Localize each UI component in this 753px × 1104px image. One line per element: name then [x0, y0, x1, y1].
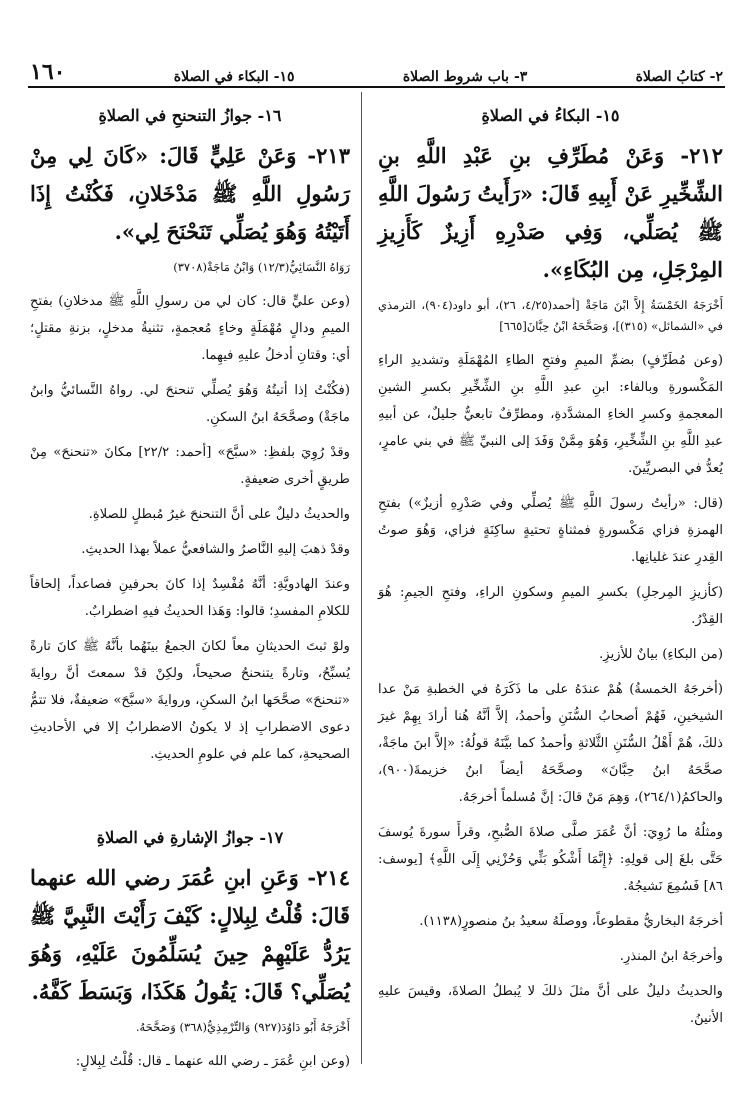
commentary-paragraph: وأخرجَهُ ابنُ المنذرِ.: [619, 949, 723, 964]
commentary-paragraph: (كأزيزِ المِرجلِ) بكسرِ الميمِ وسكونِ الراءِ، وفتحِ الجيمِ: هُوَ القِدْرُ.: [378, 585, 723, 627]
commentary-paragraph: ولوْ ثبتَ الحديثانِ معاً لكانَ الجمعُ بينَهُما بأنَّهُ ﷺ كانَ تارةً يُسبِّحُ، وتارةً يتنحنحُ صحيحاً، ولكِنْ قدْ سمعتَ أنَّ روايةَ «تنحنحَ» صحَّحَها ابنُ السكنِ، وروايةَ «سبَّحَ» ضعيفةٌ، فلا تتمُّ دعوى الاضطرابِ إذ لا يكونُ الاضطرابُ إلا في الأحاديثِ الصحيحةِ، كما علم في علومِ الحديثِ.: [30, 639, 350, 762]
commentary-paragraph: وعندَ الهادويَّةِ: أنَّهُ مُفْسِدٌ إذا كانَ بحرفينِ فصاعداً، إلحاقاً للكلامِ المفسدِ؛ قالوا: وَهَذا الحديثُ فيهِ اضطرابٌ.: [30, 577, 350, 619]
column-divider: [361, 92, 362, 1064]
section-title-15: ١٥- البكاءُ في الصلاةِ: [481, 106, 620, 125]
commentary-paragraph: وقدْ رُوِيَ بلفظِ: «سبَّحَ» [أحمد: ٢٢/٢] مكانَ «تنحنحَ» مِنْ طريقٍ أخرى ضعيفةٍ.: [30, 445, 350, 487]
commentary-paragraph: (من البكاءِ) بيانٌ للأزيزِ.: [599, 647, 723, 662]
header-chapter: ٣- باب شروط الصلاة: [402, 69, 528, 85]
left-column: [30, 92, 350, 1083]
hadith-212-source: أَخْرَجَهُ الخَمْسَةُ إِلاَّ ابْنَ مَاجَةْ [أحمد(٤/٢٥، ٢٦)، أبو داود(٩٠٤)، الترمذي في «الشمائل» (٣١٥)]، وَصَحَّحَهُ ابْنُ حِبَّانَ[٦٦٥]: [378, 298, 723, 333]
commentary-paragraph: والحديثُ دليلٌ على أنَّ مثلَ ذلكَ لا يُبطلُ الصلاةَ، وقيسَ عليهِ الأنينُ.: [378, 984, 723, 1026]
hadith-213-source: رَوَاهُ النَّسَائِيُّ(١٢/٣) وَابْنُ مَاجَةْ(٣٧٠٨): [173, 260, 350, 274]
commentary-paragraph: (أخرجَهُ الخمسةُ) هُمْ عندَهُ على ما ذَكَرَهُ في الخطبةِ مَنْ عدا الشيخينِ، فَهُمْ أصحابُ السُّنَنِ وأحمدُ، إلاَّ أنَّهُ هُنا أرادَ بِهِمْ غيرَ ذلكَ، هُمْ أَهْلُ السُّنَنِ الثَّلاثةِ وأحمدُ كما بيَّنَهُ قولُهُ: «إلاَّ ابنَ ماجَةْ، صحَّحَهُ ابنُ حِبَّانَ» وصحَّحَهُ أيضاً ابنُ خزيمةَ(٩٠٠)، والحاكمُ(٢٦٤/١)، وَهِمَ مَنْ قالَ: إنَّ مُسلماً أخرجَهُ.: [378, 682, 723, 805]
commentary-paragraph: (وعن مُطَرِّفٍ) بضمِّ الميمِ وفتحِ الطاءِ المُهْمَلَةِ وتشديدِ الراءِ المَكْسورةِ وبالفاء: ابنِ عبدِ اللَّهِ بنِ الشِّخِّيرِ بكسرِ الشينِ المعجمةِ وكسرِ الخاءِ المشدَّدةِ، ومطرِّفٌ تابعيٌّ جليلٌ، عن أبيهِ عبدِ اللَّهِ بنِ الشِّخِّيرِ، وَهُوَ مِمَّنْ وَفَدَ إلى النبيِّ ﷺ في بني عامرٍ، يُعدُّ في البصريِّينَ.: [378, 353, 723, 476]
commentary-paragraph: (وعن عليٍّ قال: كان لي من رسولِ اللَّهِ ﷺ مدخلانِ) بفتحِ الميمِ ودالٍ مُهْمَلَةٍ وخاءٍ مُعجمةٍ، تثنيةُ مدخلٍ، بزنةِ مقتلٍ؛ أي: وقتانِ أدخلُ عليهِ فيهِما.: [30, 294, 350, 363]
commentary-paragraph: أخرجَهُ البخاريُّ مقطوعاً، ووصلَهُ سعيدُ بنُ منصورٍ(١١٣٨).: [419, 914, 723, 929]
header-section: ١٥- البكاء في الصلاة: [173, 69, 295, 85]
hadith-213: ٢١٣- وَعَنْ عَلِيٍّ قَالَ: «كَانَ لِي مِنْ رَسُولِ اللَّهِ ﷺ مَدْخَلانِ، فَكُنْتُ إِذَا أَتَيْتُهُ وَهُوَ يُصَلِّي تَنَحْنَحَ لِي».: [30, 143, 350, 244]
header-book: ٢- كتابُ الصلاة: [635, 69, 723, 85]
commentary-paragraph: ومثلُهُ ما رُوِيَ: أنَّ عُمَرَ صلَّى صلاةَ الصُّبحِ، وقرأَ سورةَ يُوسفَ حَتَّى بلغَ إلى قولِهِ: ﴿إِنَّمَا أَشْكُو بَثِّي وَحُزْنِي إِلَى اللَّهِ﴾ [يوسف: ٨٦] فَسُمِعَ نَشيجُهُ.: [378, 825, 723, 894]
header-rule: [28, 86, 725, 88]
commentary-paragraph: (قال: «رأيتُ رسولَ اللَّهِ ﷺ يُصلِّي وفي صَدْرِهِ أزيزٌ») بفتحِ الهمزةِ فزاي مَكْسورةٍ فمثناةٍ تحتيةٍ ساكِنَةٍ فزاي، وَهُوَ صوتُ القِدرِ عندَ غليانِها.: [378, 496, 723, 565]
section-title-16: ١٦- جوازُ التنحنحِ في الصلاةِ: [98, 106, 282, 125]
commentary-paragraph: (فكُنْتُ إذا أتيتُهُ وَهُوَ يُصلِّي تنحنحَ لي. رواهُ النَّسائيُّ وابنُ ماجَةْ) وصحَّحَهُ ابنُ السكنِ.: [30, 383, 350, 425]
right-column: [378, 92, 723, 1040]
hadith-212: ٢١٢- وَعَنْ مُطَرِّفِ بنِ عَبْدِ اللَّهِ بنِ الشِّخِّيرِ عَنْ أَبِيهِ قَالَ: «رَأَيتُ رَسُولَ اللَّهِ ﷺ يُصَلِّي، وَفِي صَدْرِهِ أَزِيزٌ كَأَزِيزِ المِرْجَلِ، مِن البُكَاءِ».: [378, 143, 723, 282]
hadith-214-source: أَخْرَجَهُ أَبُو دَاوُدَ(٩٢٧) وَالتِّرْمِذِيُّ(٣٦٨) وَصَحَّحَهُ.: [135, 1020, 350, 1034]
commentary-paragraph: وقدْ ذهبَ إليهِ النَّاصرُ والشافعيُّ عملاً بهذا الحديثِ.: [81, 542, 350, 557]
section-gap: [30, 776, 350, 814]
section-title-17: ١٧- جوازُ الإشارةِ في الصلاةِ: [96, 828, 284, 847]
page-number: ١٦٠: [30, 59, 66, 85]
hadith-214: ٢١٤- وَعَنِ ابنِ عُمَرَ رضي الله عنهما قَالَ: قُلْتُ لِبِلالٍ: كَيْفَ رَأَيْتَ النَّبِيَّ ﷺ يَرُدُّ عَلَيْهِمْ حِينَ يُسَلِّمُونَ عَلَيْهِ، وَهُوَ يُصَلِّي؟ قَالَ: يَقُولُ هَكَذَا، وَبَسَطَ كَفَّهُ.: [30, 865, 350, 1004]
commentary-paragraph: والحديثُ دليلٌ على أنَّ التنحنحَ غيرُ مُبطلٍ للصلاةِ.: [88, 507, 350, 522]
running-header: [30, 55, 723, 85]
commentary-paragraph: (وعن ابنِ عُمَرَ ـ رضي الله عنهما ـ قال: قُلْتُ لِبِلالٍ:: [75, 1054, 350, 1069]
